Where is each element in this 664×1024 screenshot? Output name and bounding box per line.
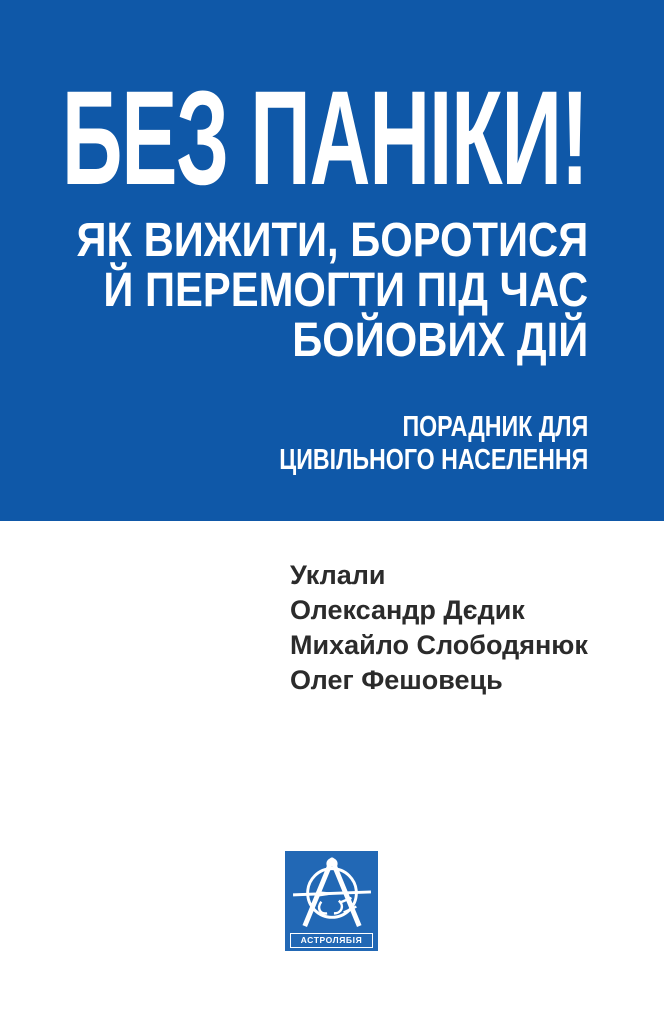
subtitle-line: ЯК ВИЖИТИ, БОРОТИСЯ bbox=[76, 214, 588, 267]
audience-line: ЦИВІЛЬНОГО НАСЕЛЕННЯ bbox=[278, 444, 588, 476]
book-title: БЕЗ ПАНІКИ! bbox=[62, 64, 588, 213]
audience-line: ПОРАДНИК ДЛЯ bbox=[402, 411, 588, 443]
compilers-block bbox=[290, 558, 588, 698]
publisher-name: АСТРОЛЯБІЯ bbox=[290, 933, 373, 948]
compiler-name: Олександр Дєдик bbox=[290, 595, 525, 625]
publisher-logo bbox=[285, 851, 378, 951]
compiler-name: Олег Фешовець bbox=[290, 665, 503, 695]
compiler-name: Михайло Слободянюк bbox=[290, 630, 588, 660]
compilers-heading: Уклали bbox=[290, 560, 386, 590]
book-subtitle bbox=[76, 216, 588, 366]
subtitle-line: БОЙОВИХ ДІЙ bbox=[292, 314, 588, 367]
astrolabe-icon bbox=[291, 854, 373, 928]
subtitle-line: Й ПЕРЕМОГТИ ПІД ЧАС bbox=[103, 264, 588, 317]
audience-tagline bbox=[279, 411, 588, 477]
